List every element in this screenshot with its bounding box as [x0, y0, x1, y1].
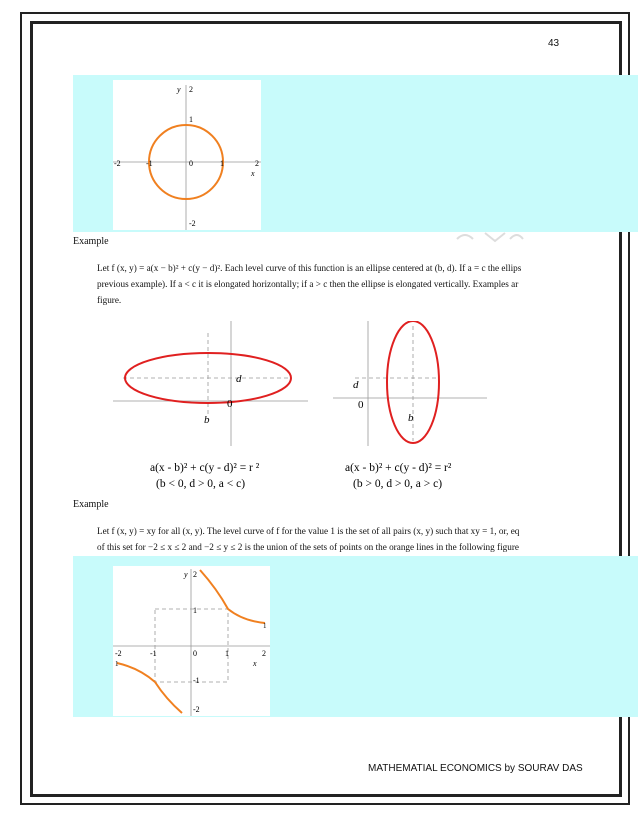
figure3-tick-x2: 2 [262, 649, 266, 658]
figure3-tick-xneg2: -2 [115, 649, 122, 658]
figure1-tick-x2: 2 [255, 159, 259, 168]
left-plot-b: b [204, 414, 210, 426]
figure1-y-label: y [177, 85, 181, 94]
figure3-tick-yneg1: -1 [193, 676, 200, 685]
figure3-tick-x1: 1 [225, 649, 229, 658]
figure3-tick-y2: 2 [193, 570, 197, 579]
figure3-edge-left: 1 [115, 660, 119, 668]
ellipse-figure [113, 321, 487, 493]
figure1-tick-xneg1: -1 [146, 159, 153, 168]
figure3-tick-yneg2: -2 [193, 705, 200, 714]
figure3-tick-y1: 1 [193, 606, 197, 615]
example3-text [97, 523, 638, 555]
figure3-x-label: x [253, 659, 257, 668]
left-plot-d: d [236, 373, 242, 385]
figure3-y-label: y [184, 570, 188, 579]
right-plot-d: d [353, 379, 359, 391]
watermark-logo [455, 229, 525, 243]
example2-line3: figure. [97, 295, 122, 305]
right-plot-b: b [408, 412, 414, 424]
right-plot-zero: 0 [358, 399, 364, 411]
figure1-tick-yneg2: -2 [189, 219, 196, 228]
example2-line1: Let f (x, y) = a(x − b)² + c(y − d)². Each level curve of this function is an ellipse centered at (b, d). If a = c the ellips [97, 263, 522, 273]
example3-line1: Let f (x, y) = xy for all (x, y). The level curve of f for the value 1 is the set of all pairs (x, y) such that xy = 1, or, eq [97, 526, 520, 536]
example2-line2: previous example). If a < c it is elongated horizontally; if a > c then the ellipse is elongated vertically. Examples ar [97, 279, 519, 289]
right-plot-equation: a(x - b)² + c(y - d)² = r² [345, 462, 452, 474]
left-plot-equation: a(x - b)² + c(y - d)² = r ² [150, 462, 260, 474]
figure1-tick-y1: 1 [189, 115, 193, 124]
figure1-tick-zero: 0 [189, 159, 193, 168]
figure3-tick-xneg1: -1 [150, 649, 157, 658]
example3-label: Example [73, 499, 109, 510]
figure3-edge-right: 1 [263, 622, 267, 630]
right-plot-condition: (b > 0, d > 0, a > c) [353, 478, 443, 490]
left-plot-zero: 0 [227, 398, 233, 410]
figure3-tick-zero: 0 [193, 649, 197, 658]
footer-text: MATHEMATIAL ECONOMICS by SOURAV DAS [368, 763, 583, 774]
example2-label: Example [73, 236, 109, 247]
figure1-tick-y2: 2 [189, 85, 193, 94]
figure1-tick-xneg2: -2 [114, 159, 121, 168]
figure1-x-label: x [251, 169, 255, 178]
example2-text [97, 260, 638, 308]
left-plot-condition: (b < 0, d > 0, a < c) [156, 478, 246, 490]
figure1-tick-x1: 1 [220, 159, 224, 168]
page-number: 43 [548, 38, 560, 49]
hyperbola-plot [113, 566, 270, 716]
example3-line2: of this set for −2 ≤ x ≤ 2 and −2 ≤ y ≤ 2 is the union of the sets of points on the orange lines in the following figure [97, 542, 519, 552]
figure1-plot [113, 80, 261, 230]
